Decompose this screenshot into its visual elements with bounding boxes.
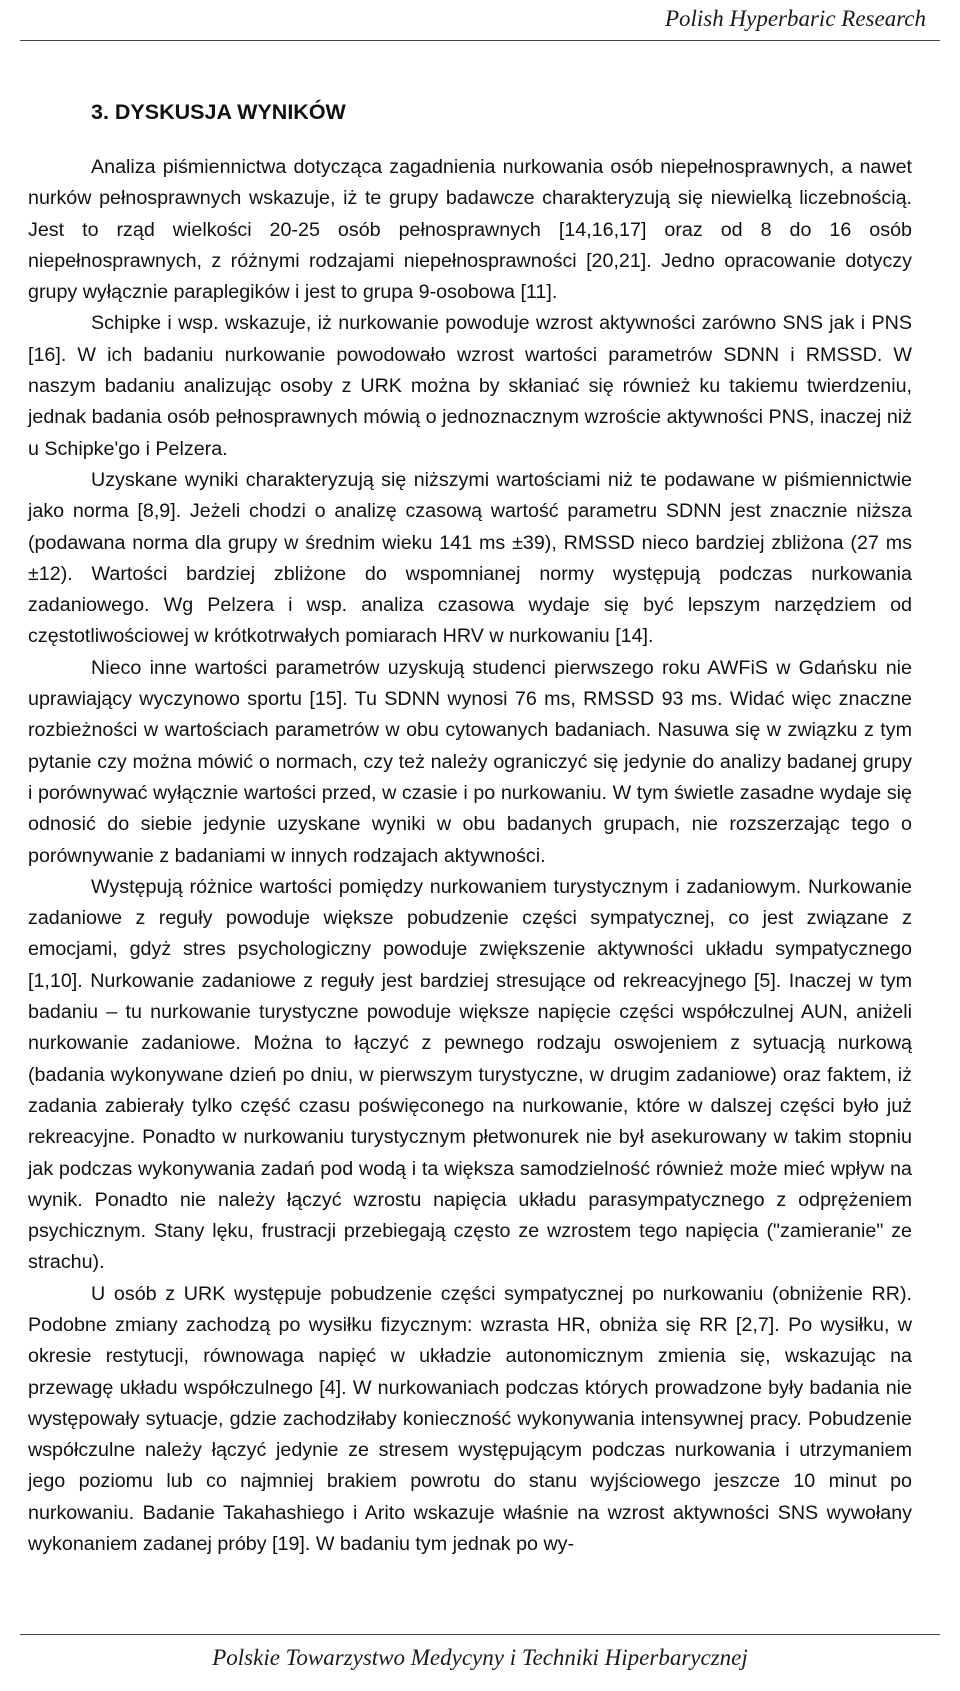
article-body — [28, 152, 912, 1560]
paragraph-6: U osób z URK występuje pobudzenie części sympatycznej po nurkowaniu (obniżenie RR). Podobne zmiany zachodzą po wysiłku fizycznym: wzrasta HR, obniża się RR [2,7]. Po wysiłku, w okresie restytucji, równowaga napięć w układzie autonomicznym zmienia się, wskazując na przewagę układu współczulnego [4]. W nurkowaniach podczas których prowadzone były badania nie występowały sytuacje, gdzie zachodziłaby konieczność wykonywania intensywnej pracy. Pobudzenie współczulne należy łączyć jedynie ze stresem występującym podczas nurkowania i utrzymaniem jego poziomu lub co najmniej brakiem powrotu do stanu wyjściowego jeszcze 10 minut po nurkowaniu. Badanie Takahashiego i Arito wskazuje właśnie na wzrost aktywności SNS wywołany wykonaniem zadanej próby [19]. W badaniu tym jednak po wy- — [28, 1282, 912, 1556]
running-footer-publisher: Polskie Towarzystwo Medycyny i Techniki Hiperbarycznej — [212, 1645, 748, 1670]
section-heading: 3. DYSKUSJA WYNIKÓW — [91, 100, 346, 124]
paragraph-2: Schipke i wsp. wskazuje, iż nurkowanie powoduje wzrost aktywności zarówno SNS jak i PNS [16]. W ich badaniu nurkowanie powodowało wzrost wartości parametrów SDNN i RMSSD. W naszym badaniu analizując osoby z URK można by skłaniać się również ku takiemu twierdzeniu, jednak badania osób pełnosprawnych mówią o jednoznacznym wzroście aktywności PNS, inaczej niż u Schipke'go i Pelzera. — [28, 312, 912, 460]
paragraph-3: Uzyskane wyniki charakteryzują się niższymi wartościami niż te podawane w piśmiennictwie jako norma [8,9]. Jeżeli chodzi o analizę czasową wartość parametru SDNN jest znacznie niższa (podawana norma dla grupy w średnim wieku 141 ms ±39), RMSSD nieco bardziej zbliżona (27 ms ±12). Wartości bardziej zbliżone do wspomnianej normy występują podczas nurkowania zadaniowego. Wg Pelzera i wsp. analiza czasowa wydaje się być lepszym narzędziem od częstotliwościowej w krótkotrwałych pomiarach HRV w nurkowaniu [14]. — [28, 468, 912, 648]
paragraph-5: Występują różnice wartości pomiędzy nurkowaniem turystycznym i zadaniowym. Nurkowanie zadaniowe z reguły powoduje większe pobudzenie części sympatycznej, co jest związane z emocjami, gdyż stres psychologiczny powoduje zwiększenie aktywności układu sympatycznego [1,10]. Nurkowanie zadaniowe z reguły jest bardziej stresujące od rekreacyjnego [5]. Inaczej w tym badaniu – tu nurkowanie turystyczne powoduje większe napięcie części współczulnej AUN, aniżeli nurkowanie zadaniowe. Można to łączyć z pewnego rodzaju oswojeniem z sytuacją nurkową (badania wykonywane dzień po dniu, w pierwszym turystyczne, w drugim zadaniowe) oraz faktem, iż zadania zabierały tylko część czasu poświęconego na nurkowanie, które w dalszej części było już rekreacyjne. Ponadto w nurkowaniu turystycznym płetwonurek nie był asekurowany w takim stopniu jak podczas wykonywania zadań pod wodą i ta większa samodzielność również może mieć wpływ na wynik. Ponadto nie należy łączyć wzrostu napięcia układu parasympatycznego z odprężeniem psychicznym. Stany lęku, frustracji przebiegają często ze wzrostem tego napięcia ("zamieranie" ze strachu). — [28, 875, 912, 1274]
header-divider — [20, 40, 940, 41]
paragraph-1: Analiza piśmiennictwa dotycząca zagadnienia nurkowania osób niepełnosprawnych, a nawet nurków pełnosprawnych wskazuje, iż te grupy badawcze charakteryzują się niewielką liczebnością. Jest to rząd wielkości 20-25 osób pełnosprawnych [14,16,17] oraz od 8 do 16 osób niepełnosprawnych, z różnymi rodzajami niepełnosprawności [20,21]. Jedno opracowanie dotyczy grupy wyłącznie paraplegików i jest to grupa 9-osobowa [11]. — [28, 156, 912, 304]
running-header-journal-title: Polish Hyperbaric Research — [664, 6, 926, 31]
paragraph-4: Nieco inne wartości parametrów uzyskują studenci pierwszego roku AWFiS w Gdańsku nie uprawiający wyczynowo sportu [15]. Tu SDNN wynosi 76 ms, RMSSD 93 ms. Widać więc znaczne rozbieżności w wartościach parametrów w obu cytowanych badaniach. Nasuwa się w związku z tym pytanie czy można mówić o normach, czy też należy ograniczyć się jedynie do analizy badanej grupy i porównywać wyłącznie wartości przed, w czasie i po nurkowaniu. W tym świetle zasadne wydaje się odnosić do siebie jedynie uzyskane wyniki w obu badanych grupach, nie rozszerzając tego o porównywanie z badaniami w innych rodzajach aktywności. — [28, 656, 912, 867]
footer-divider — [20, 1634, 940, 1635]
